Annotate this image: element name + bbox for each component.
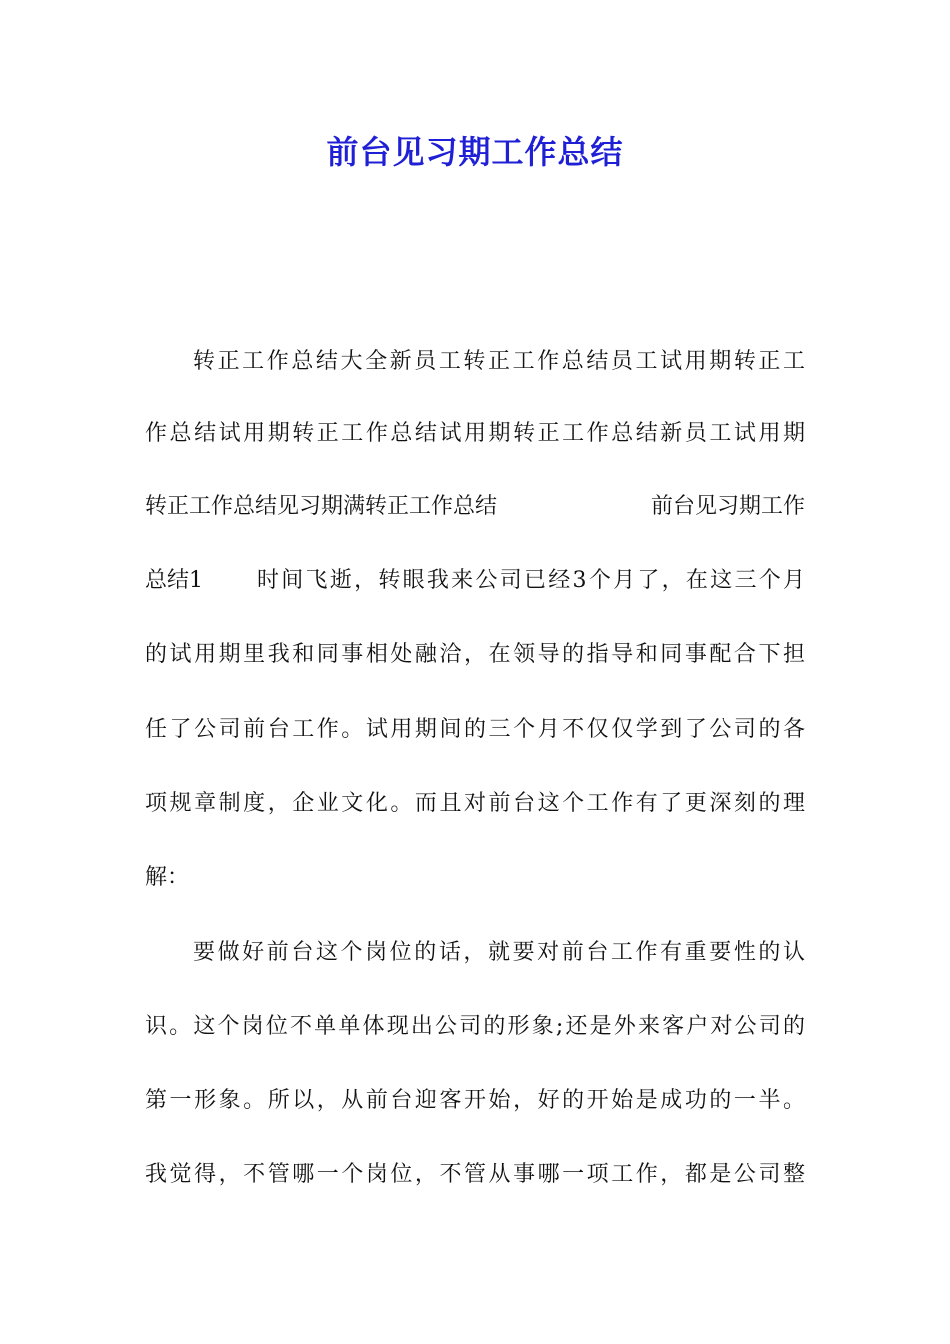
paragraph-line: 的试用期里我和同事相处融洽，在领导的指导和同事配合下担 xyxy=(145,642,805,667)
paragraph-line: 要做好前台这个岗位的话，就要对前台工作有重要性的认 xyxy=(193,940,805,965)
section-heading-inline: 总结1 xyxy=(145,568,203,593)
paragraph-line: 作总结试用期转正工作总结试用期转正工作总结新员工试用期 xyxy=(145,421,805,446)
paragraph-line xyxy=(145,561,805,601)
paragraph-line-text: 时间飞逝，转眼我来公司已经3个月了，在这三个月 xyxy=(257,568,805,593)
paragraph-line: 解： xyxy=(145,865,190,890)
paragraph-line: 任了公司前台工作。试用期间的三个月不仅仅学到了公司的各 xyxy=(145,717,805,742)
document-title: 前台见习期工作总结 xyxy=(326,133,624,171)
section-heading-inline: 前台见习期工作 xyxy=(650,494,805,519)
paragraph-line: 第一形象。所以，从前台迎客开始，好的开始是成功的一半。 xyxy=(145,1088,805,1113)
paragraph-line: 识。这个岗位不单单体现出公司的形象;还是外来客户对公司的 xyxy=(145,1014,805,1039)
paragraph-line-text: 转正工作总结见习期满转正工作总结 xyxy=(145,494,498,519)
paragraph-line xyxy=(145,487,805,527)
paragraph-line: 转正工作总结大全新员工转正工作总结员工试用期转正工 xyxy=(193,349,805,374)
paragraph-line: 我觉得，不管哪一个岗位，不管从事哪一项工作，都是公司整 xyxy=(145,1162,805,1187)
paragraph-line: 项规章制度，企业文化。而且对前台这个工作有了更深刻的理 xyxy=(145,791,805,816)
